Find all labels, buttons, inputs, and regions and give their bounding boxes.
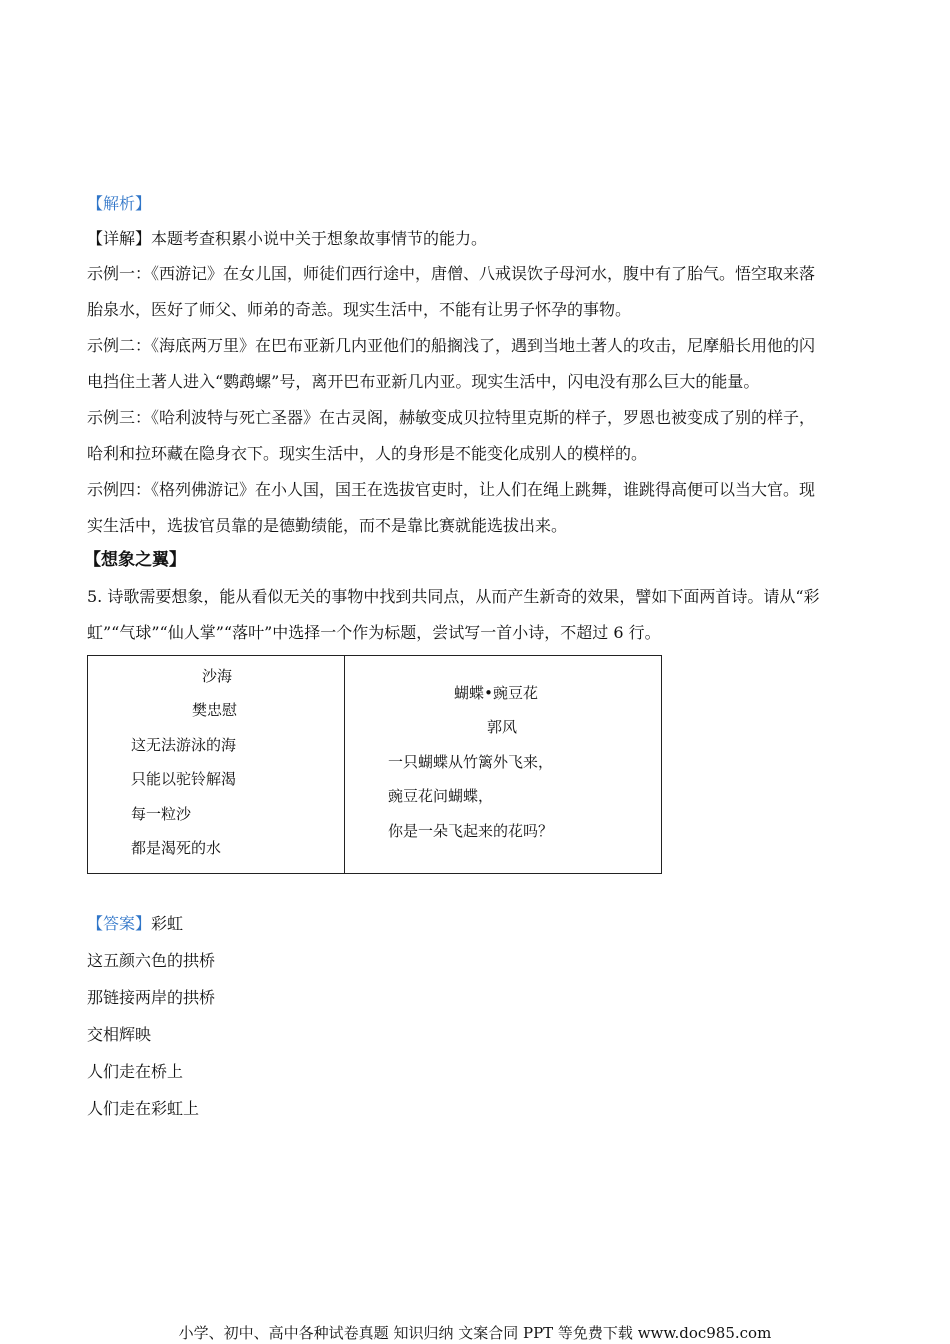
poem-right-author: 郭风 [487,718,518,736]
poem-left-line: 这无法游泳的海 [131,736,237,754]
answer-line: 人们走在彩虹上 [87,1099,200,1118]
answer-heading [87,914,862,934]
answer-line: 交相辉映 [87,1025,152,1044]
poem-left-title: 沙海 [202,667,233,685]
example-line: 示例二：《海底两万里》在巴布亚新几内亚他们的船搁浅了，遇到当地土著人的攻击，尼摩船长用他的闪 [87,336,816,355]
page-footer: 小学、初中、高中各种试卷真题 知识归纳 文案合同 PPT 等免费下载 www.doc985.com [178,1324,772,1342]
answer-line: 这五颜六色的拱桥 [87,951,216,970]
section-heading: 【想象之翼】 [84,550,186,570]
answer-title: 彩虹 [151,914,184,933]
poem-left-line: 每一粒沙 [131,805,192,823]
example-line: 示例三：《哈利波特与死亡圣器》在古灵阁，赫敏变成贝拉特里克斯的样子，罗恩也被变成了别的样子， [87,408,816,427]
answer-line: 人们走在桥上 [87,1062,184,1081]
poem-right-line: 一只蝴蝶从竹篱外飞来， [388,753,554,771]
example-line: 哈利和拉环藏在隐身衣下。现实生活中，人的身形是不能变化成别人的模样的。 [87,444,648,463]
question-line: 5. 诗歌需要想象，能从看似无关的事物中找到共同点，从而产生新奇的效果，譬如下面两首诗。请从“彩 [87,587,820,606]
poem-right-line: 豌豆花问蝴蝶， [388,787,494,805]
example-line: 示例四：《格列佛游记》在小人国，国王在选拔官吏时，让人们在绳上跳舞，谁跳得高便可以当大官。现 [87,480,816,499]
analysis-tag: 【解析】 [87,194,152,213]
example-line: 实生活中，选拔官员靠的是德勤绩能，而不是靠比赛就能选拔出来。 [87,516,568,535]
example-line: 胎泉水，医好了师父、师弟的奇恙。现实生活中，不能有让男子怀孕的事物。 [87,300,632,319]
table-divider [344,656,345,873]
poem-left-line: 只能以驼铃解渴 [131,770,237,788]
poem-table [87,655,662,874]
detail-paragraph [87,229,862,249]
poem-left-line: 都是渴死的水 [131,839,222,857]
poem-right-title: 蝴蝶•豌豆花 [454,684,539,702]
question-line: 虹”“气球”“仙人掌”“落叶”中选择一个作为标题，尝试写一首小诗，不超过 6 行。 [87,623,661,642]
example-line: 示例一：《西游记》在女儿国，师徒们西行途中，唐僧、八戒误饮子母河水，腹中有了胎气。悟空取来落 [87,264,816,283]
poem-left-author: 樊忠慰 [192,701,238,719]
poem-right-line: 你是一朵飞起来的花吗？ [388,822,554,840]
answer-line: 那链接两岸的拱桥 [87,988,216,1007]
answer-tag: 【答案】 [87,914,152,933]
example-line: 电挡住土著人进入“鹦鹉螺”号，离开巴布亚新几内亚。现实生活中，闪电没有那么巨大的能量。 [87,372,760,391]
detail-text: 本题考查积累小说中关于想象故事情节的能力。 [151,229,488,248]
detail-tag: 【详解】 [87,229,152,248]
